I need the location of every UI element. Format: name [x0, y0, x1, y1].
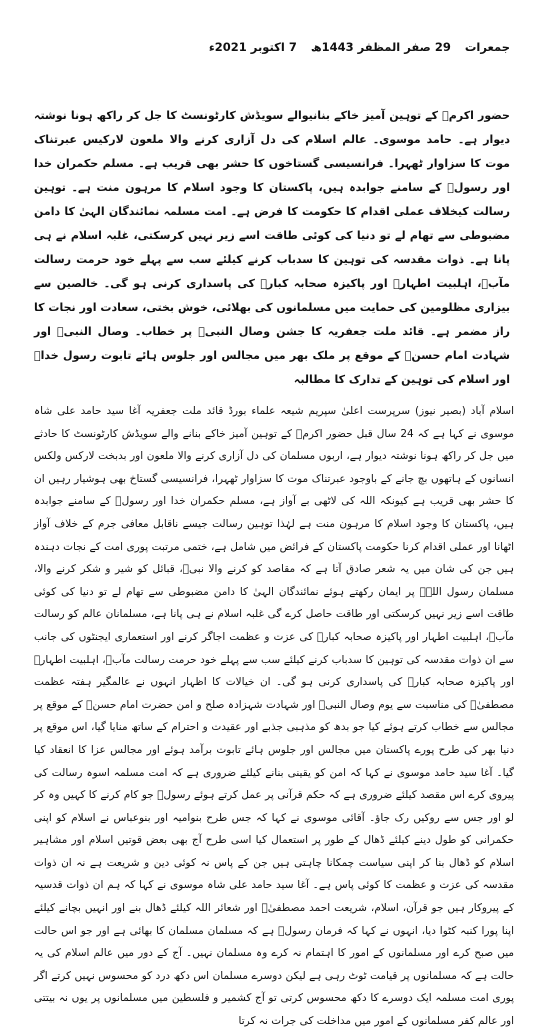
article-body: [34, 400, 514, 1028]
lede-paragraph: حضور اکرمؐ کے توہین آمیز خاکے بنانیوالے سویڈش کارٹونسٹ کا جل کر راکھ ہونا نوشتہ دیوار ہے۔ حامد موسوی۔ عالم اسلام کی دل آزاری کرنے والا ملعون لارکیس عبرتناک موت کا سزاوار ٹھہرا۔ فرانسیسی گستاخوں کا حشر بھی قریب ہے۔ مسلم حکمران خدا اور رسولؐ کے سامنے جوابدہ ہیں، پاکستان کا وجود اسلام کا مرہون منت ہے۔ توہین رسالت کیخلاف عملی اقدام کا حکومت کا فرض ہے۔ امت مسلمہ نمائندگان الہیٰ کا دامن مضبوطی سے تھام لے تو دنیا کی کوئی طاقت اسے زیر نہیں کرسکتی، غلبہ اسلام نے ہی پانا ہے۔ ذوات مقدسہ کی توہین کا سدباب کرنے کیلئے سب سے پہلے خود حرمت رسالت مآبؐ، اہلبیت اطہارؑ اور پاکیزہ صحابہ کبارؓ کی پاسداری کرنی ہو گی۔ خالصین سے بیزاری مظلومین کی حمایت میں مسلمانوں کی بھلائی، خوش بختی، سعادت اور نجات کا راز مضمر ہے۔ قائد ملت جعفریہ کا جشن وصال النبیؐ پر خطاب۔ وصال النبیؐ اور شہادت امام حسنؑ کے موقع پر ملک بھر میں مجالس اور جلوس ہائے تابوت رسول خداؐ اور اسلام کی توہین کے تدارک کا مطالبہ: [34, 109, 510, 386]
body-paragraph: اسلام آباد (بصیر نیوز) سرپرست اعلیٰ سپریم شیعہ علماء بورڈ قائد ملت جعفریہ آغا سید حامد علی شاہ موسوی نے کہا ہے کہ 24 سال قبل حضور اکرمؐ کے توہین آمیز خاکے بنانے والے سویڈش کارٹونسٹ کا حادثے میں جل کر راکھ ہونا نوشتہ دیوار ہے، اربوں مسلمان کی دل آزاری کرنے والا ملعون اور بدبخت لارکس ولکس انسانوں کے ہاتھوں بچ جانے کے باوجود عبرتناک موت کا سزاوار ٹھہرا، فرانسیسی گستاخ بھی ہوشیار رہیں ان کا حشر بھی قریب ہے کیونکہ اللہ کی لاٹھی بے آواز ہے، مسلم حکمران خدا اور رسولؐ کے سامنے جوابدہ ہیں، پاکستان کا وجود اسلام کا مرہون منت ہے لہٰذا توہین رسالت جیسے ناقابل معافی جرم کے خلاف آواز اٹھانا اور عملی اقدام کرنا حکومت پاکستان کے فرائض میں شامل ہے، ختمی مرتبت پوری امت کے نجات دہندہ ہیں جن کی شان میں یہ شعر صادق آتا ہے کہ مقاصد کو کرنے والا نبیؐ، قبائل کو شیر و شکر کرنے والا، مسلمان رسول اللہؐ پر ایمان رکھتے ہوئے نمائندگان الہیٰ کا دامن مضبوطی سے تھام لے تو دنیا کی کوئی طاقت اسے زیر نہیں کرسکتی اور طاقت حاصل کرے گی غلبہ اسلام نے ہی پانا ہے، مسلمانان عالم کو رسالت مآبؐ، اہلبیت اطہار اور پاکیزہ صحابہ کبارؓ کی عزت و عظمت اجاگر کرنے اور استعماری ایجنٹوں کی جانب سے ان ذوات مقدسہ کی توہین کا سدباب کرنے کیلئے سب سے پہلے خود حرمت رسالت مآبؐ، اہلبیت اطہارؑ اور پاکیزہ صحابہ کبارؓ کی پاسداری کرنی ہو گی۔ ان خیالات کا اظہار انہوں نے عالمگیر ہفتہ عظمت مصطفیٰؐ کی مناسبت سے یوم وصال النبیؐ اور شہادت شہزادہ صلح و امن حضرت امام حسنؑ کے موقع پر مجالس سے خطاب کرتے ہوئے کیا جو بدھ کو مذہبی جذبے اور عقیدت و احترام کے ساتھ منایا گیا، اس موقع پر دنیا بھر کی طرح پورے پاکستان میں مجالس اور جلوس ہائے تابوت برآمد ہوئے اور مجالس عزا کا انعقاد کیا گیا۔ آغا سید حامد موسوی نے کہا کہ امن کو یقینی بنانے کیلئے ضروری ہے کہ امت مسلمہ اسوہ رسالت کی پیروی کرے اس مقصد کیلئے ضروری ہے کہ حکم قرآنی پر عمل کرتے ہوئے رسولؐ جو کام کرنے کا کہیں وہ کر لو اور جس سے روکیں رک جاؤ۔ آقائی موسوی نے کہا کہ جس طرح بنوامیہ اور بنوعباس نے اسلام کو اپنی حکمرانی کو طول دینے کیلئے ڈھال کے طور پر استعمال کیا اسی طرح آج بھی بعض قوتیں اسلام اور مشاہیر اسلام کو ڈھال بنا کر اپنی سیاست چمکانا چاہتی ہیں جن کے پاس نہ کوئی دین و شریعت ہے نہ ان ذوات مقدسہ کی عزت و عظمت کا کوئی پاس ہے۔ آغا سید حامد علی شاہ موسوی نے کہا کہ ہم ان ذوات قدسیہ کے پیروکار ہیں جو قرآن، اسلام، شریعت احمد مصطفیٰؐ اور شعائر اللہ کیلئے ڈھال بنے اور انہیں بچانے کیلئے اپنا پورا کنبہ کٹوا دیا، انہوں نے کہا کہ فرمان رسولؐ ہے کہ مسلمان مسلمان کا بھائی ہے اور جو اس حالت میں صبح کرے اور مسلمانوں کے امور کا اہتمام نہ کرے وہ مسلمان نہیں۔ آج کے دور میں عالم اسلام کی یہ حالت ہے کہ مسلمانوں پر قیامت ٹوٹ رہی ہے لیکن دوسرے مسلمان اس دکھ درد کو محسوس نہیں کرتے اگر پوری امت مسلمہ ایک دوسرے کا دکھ محسوس کرتی تو آج کشمیر و فلسطین میں مسلمانوں پر یوں نہ بیتتی اور عالم کفر مسلمانوں کے امور میں مداخلت کی جرات نہ کرتا: [34, 405, 514, 1028]
dateline: [0, 40, 510, 54]
dateline-hijri-date: 29 صفر المظفر 1443ھ: [310, 40, 451, 54]
dateline-day: جمعرات: [464, 40, 510, 54]
dateline-gregorian-date: 7 اکتوبر 2021ء: [208, 40, 297, 54]
article-lede: [34, 104, 510, 386]
